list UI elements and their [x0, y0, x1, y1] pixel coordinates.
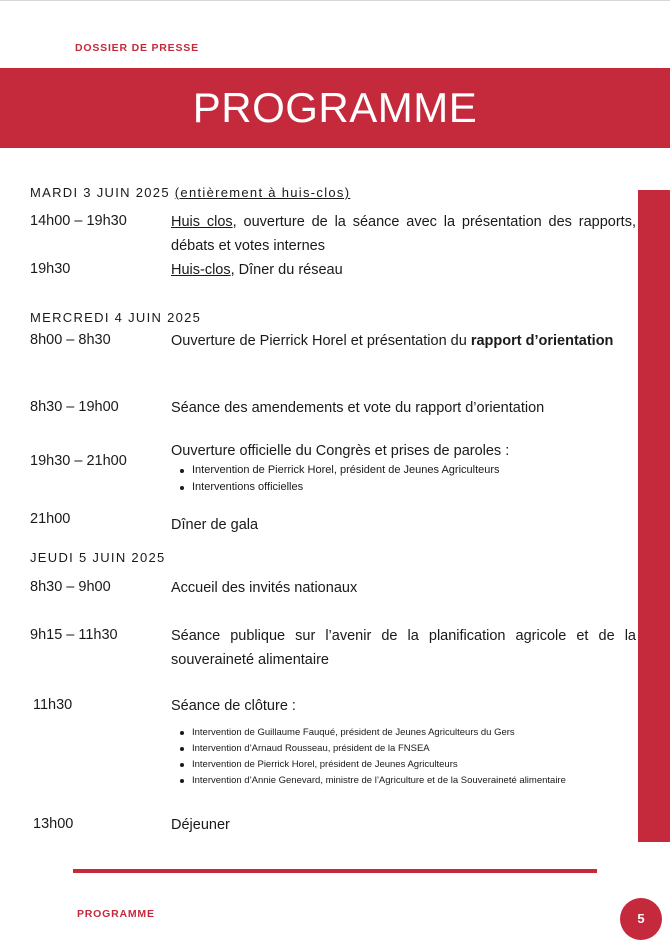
- day-heading-thursday: [30, 550, 166, 565]
- event-time: 13h00: [33, 816, 74, 832]
- day-title: JEUDI 5 JUIN 2025: [30, 550, 166, 565]
- event-description: Séance publique sur l’avenir de la planification agricole et de la souveraineté alimentaire: [171, 628, 636, 668]
- page-title: PROGRAMME: [192, 84, 478, 131]
- event-time: 9h15 – 11h30: [30, 627, 118, 643]
- list-item: Interventions officielles: [178, 479, 500, 496]
- side-accent-bar: [638, 190, 670, 842]
- event-time: 8h30 – 9h00: [30, 579, 111, 595]
- day-title: MERCREDI 4 JUIN 2025: [30, 310, 202, 325]
- day-note: (entièrement à huis-clos): [174, 185, 351, 200]
- event-description: [171, 329, 636, 353]
- speaker-list: [178, 462, 500, 496]
- event-description: Déjeuner: [171, 817, 230, 833]
- footer-divider: [73, 869, 597, 873]
- event-description: Séance de clôture :: [171, 698, 296, 714]
- event-description: [171, 210, 636, 258]
- event-description: Ouverture officielle du Congrès et prises de paroles :: [171, 443, 510, 459]
- event-description: Dîner de gala: [171, 517, 259, 533]
- day-title: MARDI 3 JUIN 2025: [30, 185, 170, 200]
- event-time: 14h00 – 19h30: [30, 213, 127, 229]
- event-closed-tag: Huis clos: [171, 214, 233, 230]
- event-text: , ouverture de la séance avec la présentation des rapports, débats et votes internes: [171, 214, 636, 254]
- event-time: 11h30: [33, 697, 73, 713]
- event-highlight: rapport d’orientation: [470, 333, 614, 349]
- list-item: Intervention de Guillaume Fauqué, président de Jeunes Agriculteurs du Gers: [178, 725, 598, 741]
- event-time: 8h00 – 8h30: [30, 332, 111, 348]
- event-description: [171, 258, 636, 282]
- top-divider: [0, 0, 670, 1]
- event-time: 19h30 – 21h00: [30, 453, 127, 469]
- event-time: 19h30: [30, 261, 71, 277]
- day-heading-wednesday: [30, 310, 201, 325]
- speaker-list: [178, 725, 598, 789]
- event-time: 21h00: [30, 511, 71, 527]
- footer-section-label: PROGRAMME: [77, 908, 155, 920]
- event-text: Ouverture de Pierrick Horel et présentation du: [171, 333, 471, 349]
- list-item: Intervention d’Annie Genevard, ministre de l’Agriculture et de la Souveraineté alimentaire: [178, 773, 598, 789]
- event-description: Accueil des invités nationaux: [171, 580, 358, 596]
- list-item: Intervention d’Arnaud Rousseau, président de la FNSEA: [178, 741, 598, 757]
- page-number-badge: 5: [620, 898, 662, 940]
- day-heading-tuesday: [30, 185, 350, 200]
- list-item: Intervention de Pierrick Horel, président de Jeunes Agriculteurs: [178, 757, 598, 773]
- title-banner: [0, 68, 670, 148]
- event-time: 8h30 – 19h00: [30, 399, 119, 415]
- list-item: Intervention de Pierrick Horel, président de Jeunes Agriculteurs: [178, 462, 500, 479]
- event-closed-tag: Huis-clos: [171, 262, 231, 278]
- document-label: DOSSIER DE PRESSE: [75, 42, 199, 54]
- event-text: , Dîner du réseau: [230, 262, 343, 278]
- event-description: Séance des amendements et vote du rapport d’orientation: [171, 400, 545, 416]
